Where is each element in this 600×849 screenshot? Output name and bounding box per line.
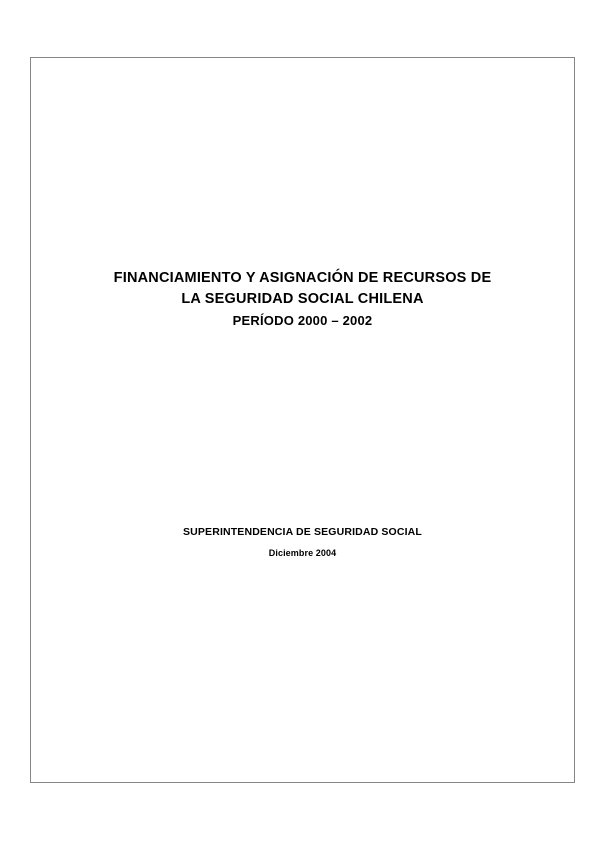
publication-date: Diciembre 2004 bbox=[268, 548, 337, 558]
document-title-line-2: LA SEGURIDAD SOCIAL CHILENA bbox=[181, 291, 424, 307]
document-title-line-1: FINANCIAMIENTO Y ASIGNACIÓN DE RECURSOS DE bbox=[113, 270, 492, 286]
title-block bbox=[31, 268, 574, 331]
document-period: PERÍODO 2000 – 2002 bbox=[232, 313, 373, 328]
author-block bbox=[31, 524, 574, 561]
issuing-institution: SUPERINTENDENCIA DE SEGURIDAD SOCIAL bbox=[183, 526, 422, 538]
page-frame bbox=[30, 57, 575, 783]
